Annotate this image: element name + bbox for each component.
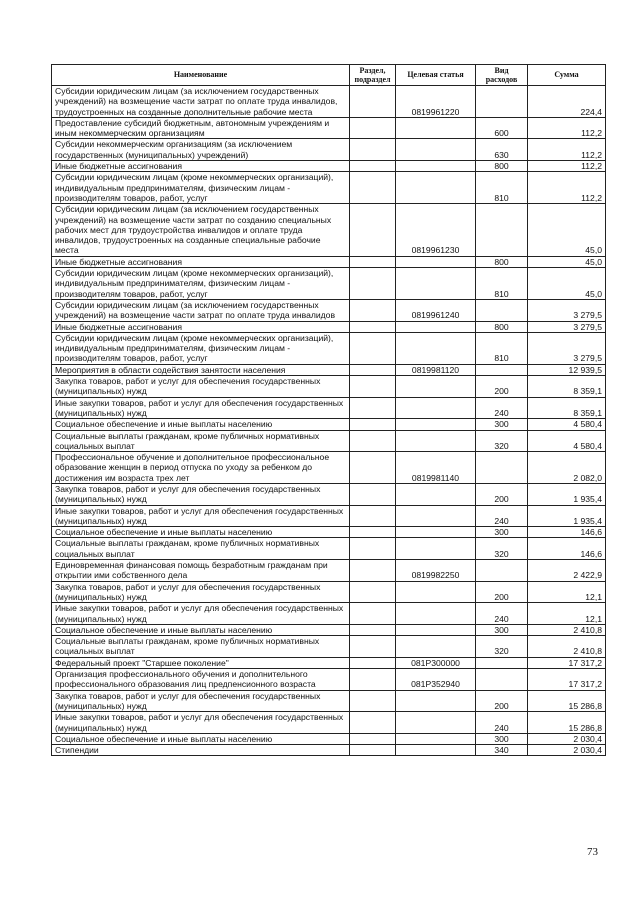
row-section-cell [350,430,396,452]
row-kind-cell: 240 [476,712,528,734]
row-target-cell [396,256,476,267]
row-name-cell: Закупка товаров, работ и услуг для обеспечения государственных (муниципальных) нужд [52,581,350,603]
table-row [52,419,606,430]
row-target-cell [396,332,476,364]
table-row [52,538,606,560]
row-amount-cell: 2 410,8 [528,624,606,635]
row-name-cell: Социальные выплаты гражданам, кроме публичных нормативных социальных выплат [52,430,350,452]
row-target-cell: 0819981120 [396,364,476,375]
table-row [52,204,606,256]
table-row [52,505,606,527]
row-section-cell [350,117,396,139]
row-name-cell: Иные закупки товаров, работ и услуг для обеспечения государственных (муниципальных) нужд [52,712,350,734]
row-amount-cell: 17 317,2 [528,669,606,691]
row-kind-cell: 800 [476,321,528,332]
row-kind-cell: 200 [476,581,528,603]
table-row [52,172,606,204]
header-target: Целевая статья [396,65,476,86]
table-row [52,364,606,375]
row-kind-cell [476,299,528,321]
row-name-cell: Субсидии юридическим лицам (за исключением государственных учреждений) на возмещение части затрат по оплате труда инвалидов [52,299,350,321]
row-section-cell [350,204,396,256]
row-kind-cell [476,204,528,256]
row-amount-cell: 2 030,4 [528,745,606,756]
row-name-cell: Иные бюджетные ассигнования [52,161,350,172]
row-section-cell [350,636,396,658]
row-name-cell: Закупка товаров, работ и услуг для обеспечения государственных (муниципальных) нужд [52,483,350,505]
table-row [52,117,606,139]
row-amount-cell: 146,6 [528,527,606,538]
row-name-cell: Иные закупки товаров, работ и услуг для обеспечения государственных (муниципальных) нужд [52,505,350,527]
table-row [52,624,606,635]
row-target-cell [396,139,476,161]
row-amount-cell: 112,2 [528,117,606,139]
row-name-cell: Субсидии юридическим лицам (кроме некоммерческих организаций), индивидуальным предпринимателям, физическим лицам - производителям товаров, работ, услуг [52,268,350,300]
row-amount-cell: 45,0 [528,204,606,256]
table-row [52,636,606,658]
row-target-cell: 0819982250 [396,560,476,582]
row-amount-cell: 45,0 [528,268,606,300]
row-section-cell [350,483,396,505]
row-kind-cell: 800 [476,256,528,267]
row-target-cell: 0819961240 [396,299,476,321]
row-amount-cell: 12,1 [528,581,606,603]
table-row [52,690,606,712]
row-target-cell [396,603,476,625]
row-amount-cell: 8 359,1 [528,376,606,398]
row-kind-cell: 300 [476,527,528,538]
table-row [52,581,606,603]
row-section-cell [350,86,396,118]
row-name-cell: Субсидии юридическим лицам (кроме некоммерческих организаций), индивидуальным предпринимателям, физическим лицам - производителям товаров, работ, услуг [52,172,350,204]
row-amount-cell: 3 279,5 [528,321,606,332]
row-name-cell: Профессиональное обучение и дополнительное профессиональное образование женщин в период отпуска по уходу за ребенком до достижения им возраста трех лет [52,452,350,484]
row-amount-cell: 2 030,4 [528,733,606,744]
row-target-cell [396,376,476,398]
row-section-cell [350,690,396,712]
row-kind-cell [476,657,528,668]
row-name-cell: Субсидии юридическим лицам (за исключением государственных учреждений) на возмещение части затрат по оплате труда инвалидов, трудоустроенных на созданные дополнительные рабочие места [52,86,350,118]
row-section-cell [350,581,396,603]
table-row [52,161,606,172]
row-kind-cell: 630 [476,139,528,161]
row-section-cell [350,538,396,560]
row-amount-cell: 12 939,5 [528,364,606,375]
row-target-cell [396,268,476,300]
row-section-cell [350,321,396,332]
row-section-cell [350,268,396,300]
header-name: Наименование [52,65,350,86]
row-kind-cell: 800 [476,161,528,172]
row-name-cell: Субсидии юридическим лицам (за исключением государственных учреждений) на возмещение части затрат по созданию специальных рабочих мест для трудоустройства инвалидов и оплате труда инвалидов, трудоустроенных на созданные специальные рабочие места [52,204,350,256]
row-target-cell [396,538,476,560]
table-row [52,397,606,419]
row-name-cell: Иные закупки товаров, работ и услуг для обеспечения государственных (муниципальных) нужд [52,397,350,419]
table-body [52,86,606,756]
row-name-cell: Социальные выплаты гражданам, кроме публичных нормативных социальных выплат [52,636,350,658]
row-name-cell: Социальное обеспечение и иные выплаты населению [52,419,350,430]
row-target-cell [396,397,476,419]
row-target-cell: 0819961230 [396,204,476,256]
row-kind-cell: 810 [476,268,528,300]
row-section-cell [350,419,396,430]
row-name-cell: Субсидии юридическим лицам (кроме некоммерческих организаций), индивидуальным предпринимателям, физическим лицам - производителям товаров, работ, услуг [52,332,350,364]
row-section-cell [350,712,396,734]
row-section-cell [350,603,396,625]
row-kind-cell: 200 [476,483,528,505]
header-section: Раздел, подраздел [350,65,396,86]
row-amount-cell: 3 279,5 [528,332,606,364]
row-name-cell: Иные бюджетные ассигнования [52,256,350,267]
table-row [52,332,606,364]
row-kind-cell [476,452,528,484]
table-row [52,733,606,744]
row-section-cell [350,364,396,375]
row-amount-cell: 224,4 [528,86,606,118]
row-amount-cell: 1 935,4 [528,505,606,527]
row-kind-cell: 240 [476,603,528,625]
row-amount-cell: 45,0 [528,256,606,267]
row-kind-cell: 600 [476,117,528,139]
row-name-cell: Федеральный проект "Старшее поколение" [52,657,350,668]
row-name-cell: Иные бюджетные ассигнования [52,321,350,332]
row-kind-cell: 240 [476,505,528,527]
row-target-cell [396,690,476,712]
table-row [52,669,606,691]
row-name-cell: Иные закупки товаров, работ и услуг для обеспечения государственных (муниципальных) нужд [52,603,350,625]
table-row [52,657,606,668]
row-name-cell: Организация профессионального обучения и дополнительного профессионального образования лиц предпенсионного возраста [52,669,350,691]
row-name-cell: Субсидии некоммерческим организациям (за исключением государственных (муниципальных) учреждений) [52,139,350,161]
table-row [52,86,606,118]
row-name-cell: Мероприятия в области содействия занятости населения [52,364,350,375]
row-target-cell [396,505,476,527]
row-kind-cell [476,364,528,375]
row-section-cell [350,332,396,364]
table-row [52,321,606,332]
row-target-cell: 081P352940 [396,669,476,691]
row-amount-cell: 2 422,9 [528,560,606,582]
page-number: 73 [587,846,598,858]
row-kind-cell [476,669,528,691]
row-name-cell: Закупка товаров, работ и услуг для обеспечения государственных (муниципальных) нужд [52,690,350,712]
row-section-cell [350,527,396,538]
row-section-cell [350,733,396,744]
row-target-cell [396,321,476,332]
table-row [52,452,606,484]
row-target-cell [396,430,476,452]
row-amount-cell: 8 359,1 [528,397,606,419]
row-kind-cell: 200 [476,376,528,398]
row-amount-cell: 4 580,4 [528,419,606,430]
row-kind-cell: 300 [476,419,528,430]
row-kind-cell: 340 [476,745,528,756]
header-kind: Вид расходов [476,65,528,86]
row-name-cell: Единовременная финансовая помощь безработным гражданам при открытии ими собственного дела [52,560,350,582]
row-section-cell [350,161,396,172]
row-kind-cell: 810 [476,172,528,204]
row-amount-cell: 15 286,8 [528,690,606,712]
row-target-cell: 081P300000 [396,657,476,668]
row-name-cell: Предоставление субсидий бюджетным, автономным учреждениям и иным некоммерческим организациям [52,117,350,139]
row-amount-cell: 15 286,8 [528,712,606,734]
row-kind-cell: 200 [476,690,528,712]
row-target-cell [396,745,476,756]
table-header-row [52,65,606,86]
table-row [52,483,606,505]
table-row [52,712,606,734]
row-name-cell: Социальное обеспечение и иные выплаты населению [52,527,350,538]
row-kind-cell [476,560,528,582]
table-row [52,560,606,582]
row-name-cell: Закупка товаров, работ и услуг для обеспечения государственных (муниципальных) нужд [52,376,350,398]
row-target-cell [396,712,476,734]
row-section-cell [350,256,396,267]
row-kind-cell: 810 [476,332,528,364]
row-kind-cell: 240 [476,397,528,419]
row-kind-cell: 300 [476,624,528,635]
row-kind-cell: 320 [476,538,528,560]
row-kind-cell [476,86,528,118]
table-row [52,745,606,756]
table-row [52,603,606,625]
row-section-cell [350,376,396,398]
row-target-cell: 0819981140 [396,452,476,484]
row-target-cell [396,419,476,430]
row-kind-cell: 300 [476,733,528,744]
table-row [52,430,606,452]
row-kind-cell: 320 [476,430,528,452]
row-amount-cell: 112,2 [528,161,606,172]
row-amount-cell: 112,2 [528,139,606,161]
row-amount-cell: 112,2 [528,172,606,204]
row-target-cell [396,172,476,204]
row-section-cell [350,299,396,321]
row-section-cell [350,669,396,691]
row-target-cell [396,117,476,139]
row-amount-cell: 146,6 [528,538,606,560]
row-target-cell [396,161,476,172]
row-name-cell: Стипендии [52,745,350,756]
row-section-cell [350,505,396,527]
table-row [52,268,606,300]
row-name-cell: Социальное обеспечение и иные выплаты населению [52,624,350,635]
header-amount: Сумма [528,65,606,86]
row-target-cell [396,636,476,658]
row-section-cell [350,452,396,484]
row-kind-cell: 320 [476,636,528,658]
row-target-cell [396,624,476,635]
row-amount-cell: 4 580,4 [528,430,606,452]
row-section-cell [350,397,396,419]
row-name-cell: Социальное обеспечение и иные выплаты населению [52,733,350,744]
table-row [52,376,606,398]
row-section-cell [350,624,396,635]
table-row [52,299,606,321]
row-target-cell [396,483,476,505]
budget-table [51,64,606,756]
table-row [52,527,606,538]
row-amount-cell: 1 935,4 [528,483,606,505]
row-target-cell [396,733,476,744]
row-target-cell: 0819961220 [396,86,476,118]
row-amount-cell: 12,1 [528,603,606,625]
table-row [52,256,606,267]
table-row [52,139,606,161]
row-section-cell [350,139,396,161]
row-amount-cell: 2 082,0 [528,452,606,484]
row-section-cell [350,657,396,668]
row-amount-cell: 17 317,2 [528,657,606,668]
row-name-cell: Социальные выплаты гражданам, кроме публичных нормативных социальных выплат [52,538,350,560]
row-amount-cell: 3 279,5 [528,299,606,321]
row-section-cell [350,172,396,204]
row-section-cell [350,560,396,582]
row-target-cell [396,527,476,538]
row-amount-cell: 2 410,8 [528,636,606,658]
row-target-cell [396,581,476,603]
row-section-cell [350,745,396,756]
